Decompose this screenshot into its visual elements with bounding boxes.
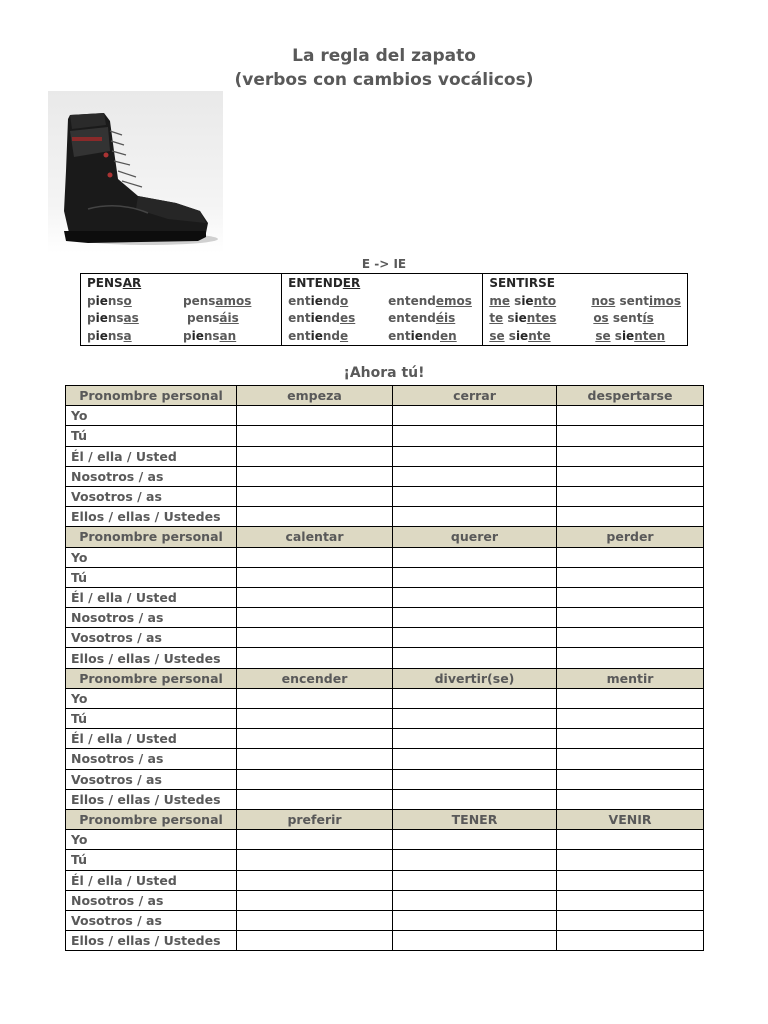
pronoun-cell: Yo [66,688,237,708]
pronoun-cell: Vosotros / as [66,486,237,506]
answer-cell[interactable] [393,587,557,607]
answer-cell[interactable] [393,648,557,668]
answer-cell[interactable] [557,628,704,648]
answer-cell[interactable] [393,406,557,426]
table-row [66,446,704,466]
answer-cell[interactable] [557,426,704,446]
example-row: piensa piensan [87,328,237,343]
answer-cell[interactable] [393,507,557,527]
answer-cell[interactable] [393,688,557,708]
verb-header: VENIR [557,809,704,829]
answer-cell[interactable] [557,446,704,466]
answer-cell[interactable] [557,910,704,930]
table-row [66,547,704,567]
verb-header: querer [393,527,557,547]
example-column-pensar [81,274,281,345]
answer-cell[interactable] [237,870,393,890]
table-row [66,567,704,587]
pronoun-cell: Tú [66,709,237,729]
answer-cell[interactable] [237,486,393,506]
pronoun-header: Pronombre personal [66,527,237,547]
example-row: entiende entienden [288,328,457,343]
answer-cell[interactable] [237,789,393,809]
group-header-row [66,527,704,547]
pronoun-cell: Vosotros / as [66,769,237,789]
title-line-1: La regla del zapato [292,46,476,66]
answer-cell[interactable] [393,850,557,870]
table-row [66,850,704,870]
verb-header: perder [557,527,704,547]
pronoun-cell: Vosotros / as [66,910,237,930]
answer-cell[interactable] [557,789,704,809]
pronoun-cell: Nosotros / as [66,608,237,628]
table-row [66,648,704,668]
table-row [66,729,704,749]
group-header-row [66,386,704,406]
table-row [66,507,704,527]
answer-cell[interactable] [237,567,393,587]
answer-cell[interactable] [393,486,557,506]
answer-cell[interactable] [237,648,393,668]
table-row [66,749,704,769]
answer-cell[interactable] [237,749,393,769]
answer-cell[interactable] [237,547,393,567]
example-row: entiendo entendemos [288,293,472,308]
answer-cell[interactable] [393,910,557,930]
answer-cell[interactable] [393,729,557,749]
answer-cell[interactable] [557,486,704,506]
answer-cell[interactable] [393,466,557,486]
example-column-sentirse [482,274,687,345]
answer-cell[interactable] [557,931,704,951]
pronoun-header: Pronombre personal [66,809,237,829]
answer-cell[interactable] [237,628,393,648]
answer-cell[interactable] [393,567,557,587]
verb-header: preferir [237,809,393,829]
answer-cell[interactable] [393,890,557,910]
answer-cell[interactable] [237,729,393,749]
pronoun-cell: Yo [66,830,237,850]
verb-heading: SENTIRSE [489,276,555,290]
boot-image [48,91,223,253]
answer-cell[interactable] [557,729,704,749]
answer-cell[interactable] [393,749,557,769]
table-row [66,769,704,789]
answer-cell[interactable] [557,769,704,789]
answer-cell[interactable] [237,890,393,910]
answer-cell[interactable] [557,587,704,607]
answer-cell[interactable] [557,890,704,910]
example-column-entender [281,274,482,345]
table-row [66,406,704,426]
group-header-row [66,668,704,688]
table-row [66,709,704,729]
pronoun-cell: Ellos / ellas / Ustedes [66,648,237,668]
table-row [66,608,704,628]
verb-header: empeza [237,386,393,406]
example-row: piensas pensáis [87,311,239,325]
answer-cell[interactable] [237,466,393,486]
pronoun-header: Pronombre personal [66,668,237,688]
group-header-row [66,809,704,829]
table-row [66,910,704,930]
answer-cell[interactable] [393,608,557,628]
answer-cell[interactable] [393,628,557,648]
verb-heading: PENSAR [87,276,142,290]
answer-cell[interactable] [393,446,557,466]
verb-header: divertir(se) [393,668,557,688]
boot-icon [48,91,223,253]
answer-cell[interactable] [237,769,393,789]
answer-cell[interactable] [237,910,393,930]
table-row [66,628,704,648]
answer-cell[interactable] [237,507,393,527]
table-row [66,890,704,910]
answer-cell[interactable] [393,830,557,850]
pronoun-header: Pronombre personal [66,386,237,406]
answer-cell[interactable] [557,709,704,729]
pronoun-cell: Tú [66,850,237,870]
answer-cell[interactable] [237,587,393,607]
answer-cell[interactable] [393,709,557,729]
answer-cell[interactable] [557,507,704,527]
answer-cell[interactable] [237,406,393,426]
answer-cell[interactable] [557,567,704,587]
pronoun-cell: Él / ella / Usted [66,870,237,890]
verb-header: despertarse [557,386,704,406]
answer-cell[interactable] [393,789,557,809]
practice-table [65,385,704,951]
verb-header: cerrar [393,386,557,406]
answer-cell[interactable] [393,547,557,567]
answer-cell[interactable] [393,426,557,446]
table-row [66,587,704,607]
pronoun-cell: Ellos / ellas / Ustedes [66,931,237,951]
answer-cell[interactable] [557,608,704,628]
pronoun-cell: Él / ella / Usted [66,446,237,466]
answer-cell[interactable] [393,870,557,890]
verb-header: calentar [237,527,393,547]
answer-cell[interactable] [557,830,704,850]
table-row [66,426,704,446]
pronoun-cell: Tú [66,426,237,446]
table-row [66,486,704,506]
pronoun-cell: Yo [66,547,237,567]
answer-cell[interactable] [237,931,393,951]
table-row [66,870,704,890]
example-row: pienso pensamos [87,293,252,308]
verb-header: mentir [557,668,704,688]
pronoun-cell: Nosotros / as [66,749,237,769]
example-row: te sientes os sentís [489,311,654,325]
table-row [66,830,704,850]
answer-cell[interactable] [557,648,704,668]
answer-cell[interactable] [237,830,393,850]
pronoun-cell: Él / ella / Usted [66,587,237,607]
table-row [66,789,704,809]
answer-cell[interactable] [393,769,557,789]
answer-cell[interactable] [557,870,704,890]
answer-cell[interactable] [237,446,393,466]
practice-title: ¡Ahora tú! [343,365,425,381]
table-row [66,688,704,708]
verb-heading: ENTENDER [288,276,361,290]
pronoun-cell: Nosotros / as [66,466,237,486]
pronoun-cell: Tú [66,567,237,587]
pronoun-cell: Yo [66,406,237,426]
pronoun-cell: Vosotros / as [66,628,237,648]
example-row: entiendes entendéis [288,311,456,325]
worksheet-title [0,44,768,92]
pronoun-cell: Ellos / ellas / Ustedes [66,789,237,809]
answer-cell[interactable] [557,547,704,567]
example-row: me siento nos sentimos [489,293,682,308]
answer-cell[interactable] [237,709,393,729]
table-row [66,931,704,951]
verb-header: TENER [393,809,557,829]
answer-cell[interactable] [237,426,393,446]
e-to-ie-label: E -> IE [361,257,407,271]
answer-cell[interactable] [557,749,704,769]
pronoun-cell: Él / ella / Usted [66,729,237,749]
example-row: se siente se sienten [489,328,666,343]
answer-cell[interactable] [557,850,704,870]
answer-cell[interactable] [237,608,393,628]
answer-cell[interactable] [557,688,704,708]
answer-cell[interactable] [237,688,393,708]
pronoun-cell: Nosotros / as [66,890,237,910]
answer-cell[interactable] [393,931,557,951]
answer-cell[interactable] [237,850,393,870]
example-conjugation-table [80,273,688,346]
answer-cell[interactable] [557,406,704,426]
verb-header: encender [237,668,393,688]
table-row [66,466,704,486]
answer-cell[interactable] [557,466,704,486]
pronoun-cell: Ellos / ellas / Ustedes [66,507,237,527]
title-line-2: (verbos con cambios vocálicos) [234,70,534,90]
